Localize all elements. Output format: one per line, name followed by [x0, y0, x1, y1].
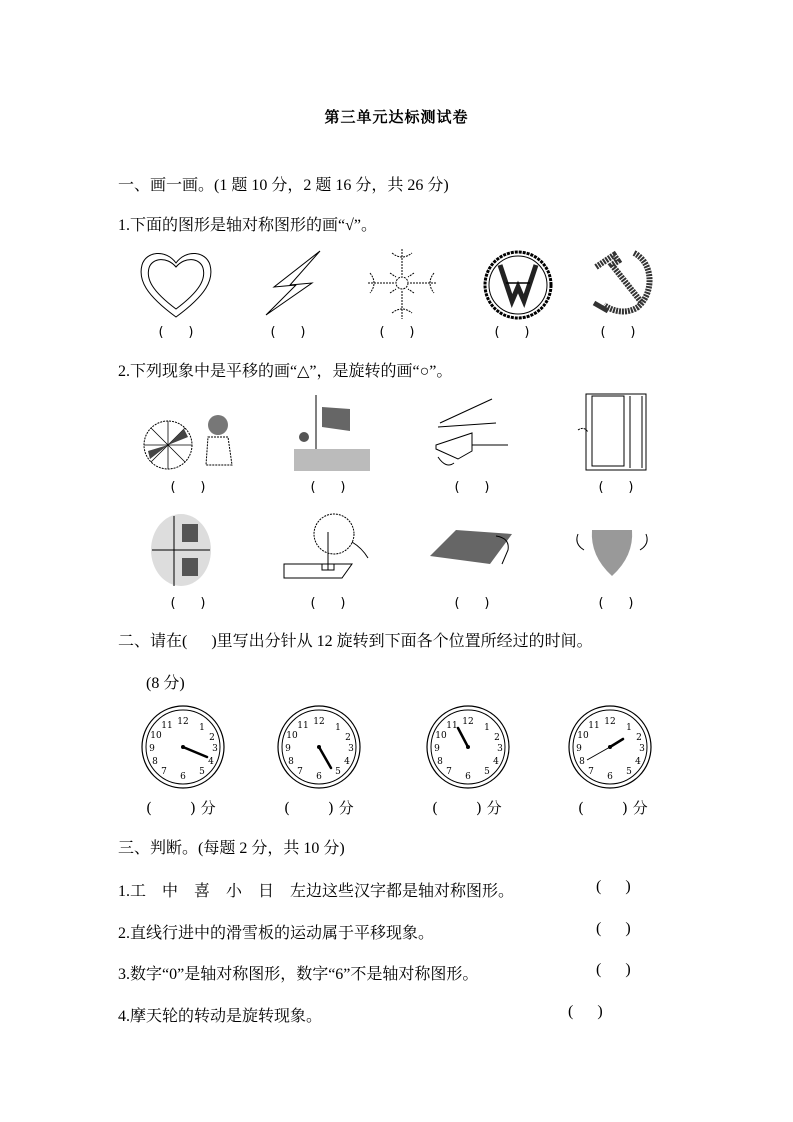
q2-row2-answer-2[interactable]: ( )	[310, 596, 346, 611]
q1-text: 1.下面的图形是轴对称图形的画“√”。	[118, 217, 377, 234]
svg-text:2: 2	[345, 733, 351, 743]
clock-2	[276, 704, 362, 790]
judge-item-2: 2.直线行进中的滑雪板的运动属于平移现象。	[118, 925, 435, 942]
q2-row1-answer-1[interactable]: ( )	[170, 480, 206, 495]
svg-text:8: 8	[437, 757, 443, 767]
svg-text:5: 5	[335, 767, 341, 777]
q2-text: 2.下列现象中是平移的画“△”，是旋转的画“○”。	[118, 363, 453, 380]
svg-text:12: 12	[177, 717, 189, 727]
drawer-pulled-image	[432, 393, 512, 473]
q2-row1-answer-4[interactable]: ( )	[598, 480, 634, 495]
svg-text:9: 9	[434, 744, 440, 754]
q1-answer-1[interactable]: ( )	[158, 325, 194, 340]
judge-answer-2[interactable]: ( )	[596, 920, 631, 937]
svg-text:9: 9	[285, 744, 291, 754]
svg-text:7: 7	[297, 767, 303, 777]
flag-raising-image	[292, 393, 372, 473]
section1-heading: 一、画一画。(1 题 10 分，2 题 16 分，共 26 分)	[118, 177, 449, 194]
svg-text:3: 3	[497, 744, 503, 754]
svg-text:11: 11	[446, 721, 458, 731]
svg-text:4: 4	[344, 757, 350, 767]
svg-text:7: 7	[446, 767, 452, 777]
svg-text:1: 1	[335, 723, 341, 733]
svg-text:7: 7	[161, 767, 167, 777]
clock-1	[140, 704, 226, 790]
q2-row1-answer-3[interactable]: ( )	[454, 480, 490, 495]
svg-text:4: 4	[208, 757, 214, 767]
judge-answer-4[interactable]: ( )	[568, 1003, 603, 1020]
svg-text:3: 3	[639, 744, 645, 754]
q2-row2-answer-3[interactable]: ( )	[454, 596, 490, 611]
svg-text:3: 3	[212, 744, 218, 754]
q1-answer-4[interactable]: ( )	[494, 325, 530, 340]
svg-text:4: 4	[493, 757, 499, 767]
section3-heading: 三、判断。(每题 2 分，共 10 分)	[118, 840, 345, 857]
svg-text:2: 2	[494, 733, 500, 743]
section2-points: (8 分)	[146, 675, 185, 692]
q1-answer-5[interactable]: ( )	[600, 325, 636, 340]
clock-3-answer[interactable]: ( ) 分	[432, 799, 502, 817]
svg-text:1: 1	[626, 723, 632, 733]
spinning-wheel-child-image	[140, 405, 240, 471]
svg-text:11: 11	[588, 721, 600, 731]
spinning-top-image	[572, 520, 652, 580]
svg-text:2: 2	[209, 733, 215, 743]
lightning-figure	[256, 245, 336, 325]
judge-answer-1[interactable]: ( )	[596, 878, 631, 895]
svg-text:7: 7	[588, 767, 594, 777]
svg-text:6: 6	[465, 772, 471, 782]
judge-item-3: 3.数字“0”是轴对称图形，数字“6”不是轴对称图形。	[118, 966, 479, 983]
svg-text:5: 5	[199, 767, 205, 777]
keyboard-sliding-image	[426, 520, 516, 576]
q2-row2-answer-1[interactable]: ( )	[170, 596, 206, 611]
judge-answer-3[interactable]: ( )	[596, 961, 631, 978]
svg-text:8: 8	[288, 757, 294, 767]
svg-text:3: 3	[348, 744, 354, 754]
svg-text:10: 10	[150, 731, 162, 741]
svg-text:10: 10	[286, 731, 298, 741]
q1-answer-3[interactable]: ( )	[379, 325, 415, 340]
q1-answer-2[interactable]: ( )	[270, 325, 306, 340]
svg-text:4: 4	[635, 757, 641, 767]
clock-4-answer[interactable]: ( ) 分	[578, 799, 648, 817]
svg-text:12: 12	[604, 717, 616, 727]
globe-spinning-image	[282, 512, 372, 582]
q2-row1-answer-2[interactable]: ( )	[310, 480, 346, 495]
svg-text:8: 8	[579, 757, 585, 767]
sliding-window-image	[146, 512, 216, 588]
judge-item-4: 4.摩天轮的转动是旋转现象。	[118, 1008, 323, 1025]
section2-heading: 二、请在( )里写出分针从 12 旋转到下面各个位置所经过的时间。	[118, 633, 593, 650]
clock-2-answer[interactable]: ( ) 分	[284, 799, 354, 817]
svg-text:11: 11	[297, 721, 309, 731]
svg-text:10: 10	[577, 731, 589, 741]
svg-text:11: 11	[161, 721, 173, 731]
snowflake-ornament-figure	[362, 245, 442, 325]
q2-row2-answer-4[interactable]: ( )	[598, 596, 634, 611]
svg-text:12: 12	[313, 717, 325, 727]
svg-text:6: 6	[180, 772, 186, 782]
svg-text:2: 2	[636, 733, 642, 743]
heart-figure	[136, 245, 216, 325]
svg-text:1: 1	[199, 723, 205, 733]
judge-item-1: 1.工 中 喜 小 日 左边这些汉字都是轴对称图形。	[118, 883, 515, 900]
clock-3	[425, 704, 511, 790]
svg-text:9: 9	[576, 744, 582, 754]
svg-text:5: 5	[484, 767, 490, 777]
page-title: 第三单元达标测试卷	[324, 108, 469, 126]
clock-1-answer[interactable]: ( ) 分	[146, 799, 216, 817]
svg-text:1: 1	[484, 723, 490, 733]
svg-text:5: 5	[626, 767, 632, 777]
svg-text:10: 10	[435, 731, 447, 741]
clock-4	[567, 704, 653, 790]
svg-text:12: 12	[462, 717, 474, 727]
svg-text:6: 6	[607, 772, 613, 782]
hammer-sickle-figure	[582, 245, 662, 325]
svg-text:9: 9	[149, 744, 155, 754]
sliding-door-image	[576, 390, 660, 476]
vw-logo-figure	[478, 245, 558, 325]
svg-text:8: 8	[152, 757, 158, 767]
svg-text:6: 6	[316, 772, 322, 782]
